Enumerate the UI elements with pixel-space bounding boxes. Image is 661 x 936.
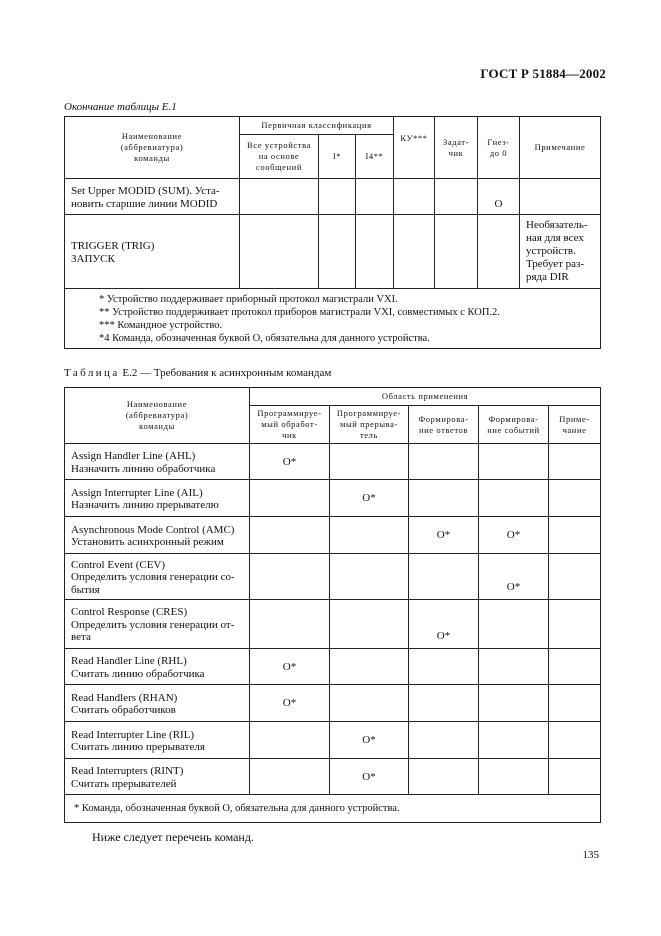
cell-setter (435, 215, 478, 289)
table-row (65, 600, 601, 649)
cell-event (479, 600, 549, 649)
cell-ku (394, 215, 435, 289)
footnotes-row (65, 289, 601, 349)
command-name: Control Event (CEV) Определить условия генерации со- бытия (65, 554, 250, 600)
page-number: 135 (582, 849, 599, 861)
cell-response (409, 554, 479, 600)
cell-note (549, 759, 601, 795)
cell-interrupter: O* (330, 722, 409, 759)
cell-note (549, 517, 601, 554)
cell-note (520, 179, 601, 215)
col-header-name: Наименование (аббревиатура) команды (65, 117, 240, 179)
cell-i (319, 215, 356, 289)
command-name: Set Upper MODID (SUM). Уста- новить старшие линии MODID (65, 179, 240, 215)
col-header-response-forming: Формирова- ние ответов (409, 406, 479, 444)
cell-interrupter (330, 554, 409, 600)
cell-interrupter (330, 685, 409, 722)
table-row (65, 554, 601, 600)
cell-response (409, 722, 479, 759)
col-header-prog-interrupter: Программируе- мый прерыва- тель (330, 406, 409, 444)
col-header-note: Примечание (520, 117, 601, 179)
cell-handler (250, 517, 330, 554)
cell-socket (478, 215, 520, 289)
cell-interrupter (330, 600, 409, 649)
cell-interrupter: O* (330, 480, 409, 517)
col-header-ku: КУ*** (394, 117, 435, 179)
command-name: Assign Handler Line (AHL) Назначить линию обработчика (65, 444, 250, 480)
cell-note (549, 685, 601, 722)
cell-all (240, 215, 319, 289)
footnote-3: *** Командное устройство. (99, 319, 223, 331)
cell-event (479, 722, 549, 759)
cell-event: O* (479, 554, 549, 600)
cell-event (479, 444, 549, 480)
cell-handler: O* (250, 685, 330, 722)
cell-event (479, 685, 549, 722)
command-name: Read Handler Line (RHL) Считать линию обработчика (65, 649, 250, 685)
table-row (65, 759, 601, 795)
footnote-1: * Устройство поддерживает приборный протокол магистрали VXI. (99, 293, 398, 305)
table1-caption: Окончание таблицы Е.1 (64, 101, 177, 113)
col-header-i4: I4** (356, 135, 394, 179)
footnote-row (65, 795, 601, 823)
footnote-4: *4 Команда, обозначенная буквой О, обязательна для данного устройства. (99, 332, 430, 344)
cell-event (479, 759, 549, 795)
closing-text: Ниже следует перечень команд. (92, 830, 254, 844)
table-row (65, 722, 601, 759)
cell-note (549, 600, 601, 649)
cell-all (240, 179, 319, 215)
cell-response (409, 685, 479, 722)
cell-note (549, 444, 601, 480)
table2-footnote: * Команда, обозначенная буквой О, обязательна для данного устройства. (65, 795, 601, 823)
col-group-primary: Первичная классификация (240, 117, 394, 135)
col-header-socket: Гнез- до 0 (478, 117, 520, 179)
cell-handler (250, 759, 330, 795)
cell-i (319, 179, 356, 215)
cell-event (479, 480, 549, 517)
cell-note (549, 649, 601, 685)
cell-handler (250, 554, 330, 600)
col-header-prog-handler: Программируе- мый обработ- чик (250, 406, 330, 444)
document-id: ГОСТ Р 51884—2002 (480, 66, 606, 81)
table-row (65, 480, 601, 517)
cell-note (549, 722, 601, 759)
cell-event: O* (479, 517, 549, 554)
command-name: Assign Interrupter Line (AIL) Назначить линию прерывателю (65, 480, 250, 517)
footnotes (65, 289, 601, 349)
cell-i4 (356, 179, 394, 215)
command-name: TRIGGER (TRIG) ЗАПУСК (65, 215, 240, 289)
col-header-name: Наименование (аббревиатура) команды (65, 388, 250, 444)
command-name: Asynchronous Mode Control (AMC) Установить асинхронный режим (65, 517, 250, 554)
cell-response: O* (409, 600, 479, 649)
table2-caption: Таблица Е.2 — Требования к асинхронным командам (64, 367, 332, 379)
footnote-2: ** Устройство поддерживает протокол приборов магистрали VXI, совместимых с КОП.2. (99, 306, 500, 318)
cell-interrupter: O* (330, 759, 409, 795)
cell-ku (394, 179, 435, 215)
command-name: Read Interrupters (RINT) Считать прерывателей (65, 759, 250, 795)
col-group-scope: Область применения (250, 388, 601, 406)
cell-interrupter (330, 649, 409, 685)
col-header-all-devices: Все устройства на основе сообщений (240, 135, 319, 179)
table-e2 (64, 387, 601, 823)
command-name: Read Handlers (RHAN) Считать обработчиков (65, 685, 250, 722)
col-header-event-forming: Формирова- ние событий (479, 406, 549, 444)
command-name: Read Interrupter Line (RIL) Считать линию прерывателя (65, 722, 250, 759)
cell-note (549, 480, 601, 517)
cell-setter (435, 179, 478, 215)
cell-response (409, 444, 479, 480)
table-row (65, 444, 601, 480)
cell-response (409, 480, 479, 517)
cell-note (549, 554, 601, 600)
cell-event (479, 649, 549, 685)
cell-interrupter (330, 444, 409, 480)
cell-socket: O (478, 179, 520, 215)
table-row (65, 215, 601, 289)
command-name: Control Response (CRES) Определить условия генерации от- вета (65, 600, 250, 649)
col-header-note: Приме- чание (549, 406, 601, 444)
table-row (65, 179, 601, 215)
table-row (65, 649, 601, 685)
cell-handler: O* (250, 444, 330, 480)
cell-i4 (356, 215, 394, 289)
cell-handler (250, 480, 330, 517)
col-header-setter: Задат- чик (435, 117, 478, 179)
cell-handler (250, 600, 330, 649)
cell-note: Необязатель- ная для всех устройств. Требует раз- ряда DIR (520, 215, 601, 289)
table-row (65, 517, 601, 554)
cell-response: O* (409, 517, 479, 554)
table-e1-end (64, 116, 601, 349)
cell-response (409, 759, 479, 795)
cell-handler: O* (250, 649, 330, 685)
cell-interrupter (330, 517, 409, 554)
table-row (65, 685, 601, 722)
cell-response (409, 649, 479, 685)
cell-handler (250, 722, 330, 759)
col-header-i: I* (319, 135, 356, 179)
